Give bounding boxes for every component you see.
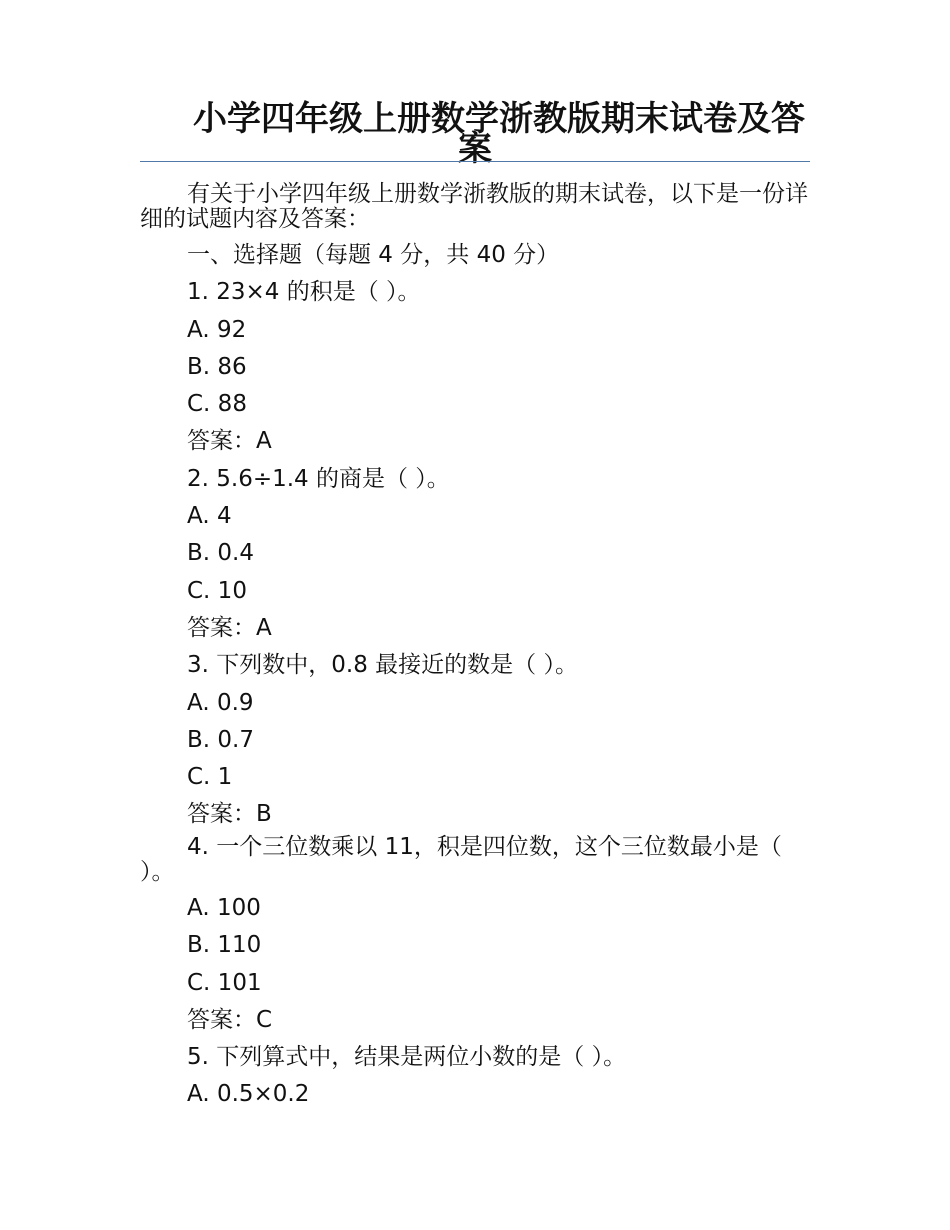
option-4b: B. 110 xyxy=(187,932,262,959)
option-4c: C. 101 xyxy=(187,969,262,996)
option-1b: B. 86 xyxy=(187,353,247,380)
answer-4: 答案：C xyxy=(187,1006,273,1033)
option-2c: C. 10 xyxy=(187,577,247,604)
question-4: 4. 一个三位数乘以 11，积是四位数，这个三位数最小是（ ）。 xyxy=(140,834,782,885)
option-3a: A. 0.9 xyxy=(187,689,254,716)
question-1: 1. 23×4 的积是（ ）。 xyxy=(187,279,421,306)
option-2a: A. 4 xyxy=(187,503,232,530)
option-4a: A. 100 xyxy=(187,895,261,921)
option-3c: C. 1 xyxy=(187,764,233,791)
answer-1: 答案：A xyxy=(187,428,272,455)
question-2: 2. 5.6÷1.4 的商是（ ）。 xyxy=(187,465,450,492)
option-2b: B. 0.4 xyxy=(187,540,254,567)
title-underline xyxy=(140,161,810,162)
option-1a: A. 92 xyxy=(187,316,247,343)
question-5: 5. 下列算式中，结果是两位小数的是（ ）。 xyxy=(187,1044,627,1071)
document-title: 小学四年级上册数学浙教版期末试卷及答案 xyxy=(193,99,805,169)
content-lines-continued xyxy=(187,890,827,1114)
option-3b: B. 0.7 xyxy=(187,726,254,753)
intro-paragraph: 有关于小学四年级上册数学浙教版的期末试卷，以下是一份详细的试题内容及答案： xyxy=(140,181,808,232)
option-1c: C. 88 xyxy=(187,391,247,418)
option-5a: A. 0.5×0.2 xyxy=(187,1081,310,1108)
content-lines xyxy=(187,237,827,834)
answer-2: 答案：A xyxy=(187,614,272,641)
section-heading: 一、选择题（每题 4 分，共 40 分） xyxy=(187,242,560,268)
answer-3: 答案：B xyxy=(187,801,272,828)
question-3: 3. 下列数中，0.8 最接近的数是（ ）。 xyxy=(187,652,578,679)
